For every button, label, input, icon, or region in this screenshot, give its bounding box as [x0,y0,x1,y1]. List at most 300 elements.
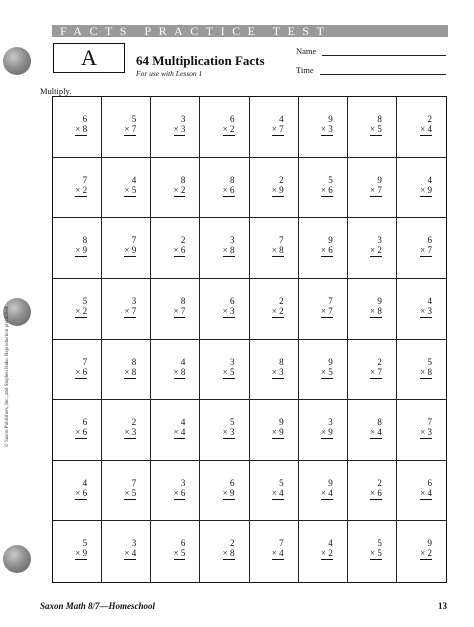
factor-bottom [174,488,186,500]
factor-top: 4 [131,174,137,185]
name-field[interactable] [322,55,446,56]
factor-top: 6 [82,114,88,124]
factor-bottom [370,488,382,500]
factor-bottom-value: 9 [82,245,88,256]
factor-top: 2 [230,538,235,549]
factor-bottom-value: 5 [180,548,186,559]
times-sign: × [420,366,428,377]
problem-cell[interactable] [102,400,151,461]
factor-bottom [124,124,136,136]
factor-bottom [75,548,87,560]
problem-cell[interactable] [151,340,200,401]
factor-bottom [223,306,235,318]
problem-cell[interactable] [299,279,348,340]
factor-bottom-value: 2 [82,184,88,195]
problem-cell[interactable] [397,97,446,158]
factor-bottom [124,367,136,379]
problem-cell[interactable] [53,97,102,158]
times-sign: × [320,124,329,134]
factor-bottom-value: 6 [82,487,88,498]
factor-bottom-value: 8 [279,245,284,256]
factor-bottom [420,488,432,500]
multiplication-problem [321,114,333,136]
problem-cell[interactable] [151,218,200,279]
factor-bottom [370,306,382,318]
factor-top: 8 [180,295,186,306]
times-sign: × [271,124,280,134]
multiplication-problem [75,175,87,197]
problem-cell[interactable] [102,97,151,158]
multiplication-problem [75,114,87,136]
factor-bottom [174,306,186,318]
problem-cell[interactable] [397,400,446,461]
factor-bottom-value: 6 [328,245,333,256]
factor-bottom [321,245,333,257]
problem-cell[interactable] [299,461,348,522]
factor-bottom-value: 5 [377,548,382,559]
factor-top: 9 [377,174,382,185]
problem-cell[interactable] [200,218,249,279]
factor-bottom-value: 7 [131,124,137,134]
times-sign: × [75,487,83,498]
multiplication-problem [370,114,382,136]
factor-top: 6 [427,235,432,246]
problem-cell[interactable] [102,218,151,279]
multiplication-problem [370,538,382,560]
problem-cell[interactable] [250,461,299,522]
multiplication-problem [272,538,284,560]
factor-top: 5 [82,295,88,306]
problem-cell[interactable] [299,97,348,158]
problem-cell[interactable] [53,158,102,219]
multiplication-problem [75,296,87,318]
multiplication-problem [75,538,87,560]
problem-cell[interactable] [200,340,249,401]
page-number: 13 [438,601,447,611]
problem-cell[interactable] [151,400,200,461]
factor-bottom-value: 4 [328,487,333,498]
copyright-notice: © Saxon Publishers, Inc., and Stephen Hake. Reproduction prohibited. [5,305,10,447]
factor-top: 7 [279,235,284,246]
problem-cell[interactable] [53,279,102,340]
factor-top: 9 [279,417,284,428]
problem-cell[interactable] [397,521,446,582]
factor-bottom [174,367,186,379]
factor-top: 5 [230,417,235,428]
times-sign: × [173,427,181,438]
factor-bottom [272,488,284,500]
problem-cell[interactable] [200,521,249,582]
factor-top: 7 [131,477,137,488]
times-sign: × [370,487,378,498]
problem-cell[interactable] [397,461,446,522]
multiplication-problem [223,114,235,136]
problem-cell[interactable] [299,158,348,219]
factor-bottom [321,367,333,379]
problem-cell[interactable] [53,218,102,279]
problem-cell[interactable] [299,340,348,401]
factor-top: 2 [279,295,284,306]
factor-bottom [370,245,382,257]
times-sign: × [222,124,230,134]
problem-cell[interactable] [348,461,397,522]
factor-bottom-value: 9 [131,245,137,256]
factor-top: 7 [131,235,137,246]
times-sign: × [222,548,230,559]
factor-top: 2 [427,114,432,124]
factor-top: 6 [82,417,88,428]
multiplication-problem [370,235,382,257]
multiplication-problem [420,175,432,197]
factor-bottom [124,185,136,197]
factor-top: 4 [180,417,186,428]
times-sign: × [271,548,280,559]
times-sign: × [173,184,181,195]
factor-bottom [321,306,333,318]
multiplication-problem [223,235,235,257]
times-sign: × [124,548,132,559]
multiplication-problem [75,357,87,379]
factor-bottom [272,306,284,318]
factor-bottom-value: 5 [230,366,235,377]
multiplication-problem [321,357,333,379]
factor-bottom-value: 6 [82,427,88,438]
factor-bottom-value: 3 [427,305,432,316]
factor-top: 5 [82,538,88,549]
factor-top: 6 [427,477,432,488]
problem-cell[interactable] [397,158,446,219]
factor-top: 5 [131,114,137,124]
times-sign: × [222,305,230,316]
multiplication-problem [420,417,432,439]
factor-top: 8 [279,356,284,367]
problem-cell[interactable] [348,521,397,582]
multiplication-problem [223,478,235,500]
test-subtitle: For use with Lesson 1 [136,69,203,78]
multiplication-problem [272,357,284,379]
problem-cell[interactable] [348,158,397,219]
problem-cell[interactable] [348,279,397,340]
name-label: Name [296,46,317,56]
factor-top: 4 [180,356,186,367]
times-sign: × [222,366,230,377]
factor-bottom-value: 5 [377,124,382,134]
factor-bottom-value: 4 [279,548,284,559]
binder-hole-top [3,47,31,75]
times-sign: × [75,366,83,377]
times-sign: × [124,245,132,256]
multiplication-problem [75,478,87,500]
factor-bottom-value: 4 [427,487,432,498]
factor-bottom-value: 6 [180,487,186,498]
factor-bottom-value: 6 [230,184,235,195]
factor-bottom-value: 7 [328,305,333,316]
factor-top: 5 [328,174,333,185]
multiplication-problem [124,235,136,257]
factor-bottom-value: 3 [180,124,186,134]
factor-bottom [272,185,284,197]
times-sign: × [222,245,230,256]
factor-top: 9 [328,356,333,367]
factor-top: 3 [230,235,235,246]
times-sign: × [420,548,428,559]
problem-cell[interactable] [397,340,446,401]
factor-top: 4 [427,295,432,306]
factor-bottom [223,245,235,257]
times-sign: × [124,184,132,195]
multiplication-problem [174,235,186,257]
factor-bottom [223,367,235,379]
factor-bottom [124,548,136,560]
factor-bottom-value: 4 [427,124,432,134]
problem-cell[interactable] [250,218,299,279]
factor-bottom [75,124,87,136]
multiplication-problem [124,357,136,379]
problem-cell[interactable] [348,97,397,158]
factor-top: 3 [131,538,137,549]
times-sign: × [124,487,132,498]
factor-top: 3 [180,114,186,124]
factor-top: 4 [279,114,284,124]
times-sign: × [370,548,378,559]
factor-bottom [420,427,432,439]
times-sign: × [370,305,378,316]
factor-bottom [321,427,333,439]
problem-cell[interactable] [299,218,348,279]
time-label: Time [296,65,314,75]
multiplication-problem [321,235,333,257]
multiplication-problem [75,417,87,439]
times-sign: × [420,427,428,438]
factor-bottom [420,367,432,379]
multiplication-problem [124,417,136,439]
multiplication-problem [420,114,432,136]
times-sign: × [173,124,181,134]
problem-cell[interactable] [151,97,200,158]
factor-bottom-value: 9 [427,184,432,195]
problem-cell[interactable] [250,97,299,158]
times-sign: × [370,366,378,377]
factor-bottom-value: 9 [279,427,284,438]
factor-bottom [124,245,136,257]
problem-cell[interactable] [200,400,249,461]
problem-cell[interactable] [102,279,151,340]
multiplication-problem [174,296,186,318]
factor-top: 5 [377,538,382,549]
problem-cell[interactable] [102,521,151,582]
factor-bottom [272,124,284,136]
multiplication-problem [124,296,136,318]
factor-top: 9 [377,295,382,306]
factor-top: 4 [328,538,333,549]
problem-cell[interactable] [53,340,102,401]
times-sign: × [271,305,280,316]
times-sign: × [320,487,329,498]
problem-cell[interactable] [200,461,249,522]
multiplication-problem [321,538,333,560]
factor-bottom-value: 6 [377,487,382,498]
problem-cell[interactable] [151,521,200,582]
factor-bottom-value: 8 [377,305,382,316]
multiplication-problem [174,175,186,197]
factor-top: 4 [82,477,88,488]
factor-bottom-value: 9 [279,184,284,195]
times-sign: × [420,124,428,134]
multiplication-problem [370,296,382,318]
multiplication-problem [223,175,235,197]
factor-top: 2 [279,174,284,185]
footer-book-title: Saxon Math 8/7—Homeschool [40,601,156,611]
multiplication-problem [420,538,432,560]
factor-bottom-value: 7 [377,366,382,377]
factor-bottom [370,367,382,379]
multiplication-problem [124,538,136,560]
factor-bottom [223,548,235,560]
factor-bottom [75,367,87,379]
factor-bottom-value: 4 [131,548,137,559]
factor-bottom-value: 4 [377,427,382,438]
factor-bottom-value: 3 [230,427,235,438]
factor-bottom [124,488,136,500]
multiplication-problem [75,235,87,257]
test-title: 64 Multiplication Facts [136,53,265,68]
multiplication-problem [272,235,284,257]
multiplication-problem [223,296,235,318]
multiplication-problem [321,175,333,197]
problem-cell[interactable] [348,218,397,279]
factor-bottom [370,124,382,136]
problem-cell[interactable] [200,279,249,340]
multiplication-problem [420,296,432,318]
problem-cell[interactable] [102,461,151,522]
factor-top: 5 [279,477,284,488]
multiplication-problem [321,478,333,500]
factor-bottom-value: 4 [180,427,186,438]
header-banner [52,25,448,37]
times-sign: × [271,427,280,438]
factor-bottom-value: 2 [279,305,284,316]
instruction-text: Multiply. [40,86,72,96]
problem-cell[interactable] [53,400,102,461]
factor-top: 3 [131,295,137,306]
times-sign: × [222,427,230,438]
factor-bottom-value: 2 [377,245,382,256]
factor-top: 3 [328,417,333,428]
problem-cell[interactable] [102,340,151,401]
problem-cell[interactable] [299,521,348,582]
problem-cell[interactable] [250,158,299,219]
multiplication-problem [420,357,432,379]
factor-bottom-value: 8 [427,366,432,377]
problem-cell[interactable] [200,97,249,158]
times-sign: × [320,427,329,438]
factor-bottom [420,245,432,257]
factor-top: 8 [131,356,137,367]
factor-bottom-value: 2 [180,184,186,195]
problem-cell[interactable] [151,279,200,340]
factor-bottom-value: 8 [230,245,235,256]
times-sign: × [75,548,83,559]
problem-cell[interactable] [53,461,102,522]
problem-cell[interactable] [53,521,102,582]
problem-cell[interactable] [250,400,299,461]
multiplication-problem [272,296,284,318]
factor-bottom-value: 2 [82,305,88,316]
problem-cell[interactable] [250,340,299,401]
times-sign: × [124,305,132,316]
problem-cell[interactable] [348,340,397,401]
factor-top: 9 [328,477,333,488]
times-sign: × [320,184,329,195]
factor-bottom [420,124,432,136]
times-sign: × [173,548,181,559]
multiplication-problem [174,538,186,560]
factor-bottom-value: 3 [328,124,333,134]
multiplication-problem [174,417,186,439]
problem-cell[interactable] [397,218,446,279]
factor-bottom [174,427,186,439]
multiplication-problem [124,114,136,136]
factor-bottom-value: 2 [427,548,432,559]
factor-top: 8 [377,114,382,124]
factor-bottom-value: 9 [82,548,88,559]
problem-cell[interactable] [299,400,348,461]
times-sign: × [124,366,132,377]
multiplication-problem [272,417,284,439]
times-sign: × [271,245,280,256]
factor-bottom [223,488,235,500]
factor-top: 6 [230,295,235,306]
problem-cell[interactable] [250,279,299,340]
problem-cell[interactable] [397,279,446,340]
problem-cell[interactable] [151,461,200,522]
times-sign: × [173,305,181,316]
factor-top: 2 [377,477,382,488]
time-field[interactable] [320,74,446,75]
factor-top: 2 [131,417,137,428]
factor-top: 9 [328,235,333,246]
factor-bottom-value: 7 [131,305,137,316]
factor-bottom [223,427,235,439]
multiplication-problem [124,175,136,197]
factor-bottom-value: 7 [377,184,382,195]
factor-bottom [124,306,136,318]
multiplication-problem [370,417,382,439]
multiplication-problem [370,357,382,379]
binder-hole-bottom [3,545,31,573]
multiplication-problem [370,478,382,500]
times-sign: × [75,245,83,256]
times-sign: × [75,427,83,438]
multiplication-problem [420,478,432,500]
problem-cell[interactable] [151,158,200,219]
factor-bottom-value: 6 [82,366,88,377]
factor-top: 2 [377,356,382,367]
factor-top: 6 [230,114,235,124]
problem-cell[interactable] [348,400,397,461]
problem-cell[interactable] [102,158,151,219]
times-sign: × [370,427,378,438]
problem-cell[interactable] [200,158,249,219]
factor-bottom-value: 3 [427,427,432,438]
problem-cell[interactable] [250,521,299,582]
factor-bottom-value: 9 [328,427,333,438]
factor-bottom-value: 2 [328,548,333,559]
factor-top: 2 [180,235,186,246]
factor-top: 7 [328,295,333,306]
times-sign: × [370,124,378,134]
multiplication-problem [321,417,333,439]
